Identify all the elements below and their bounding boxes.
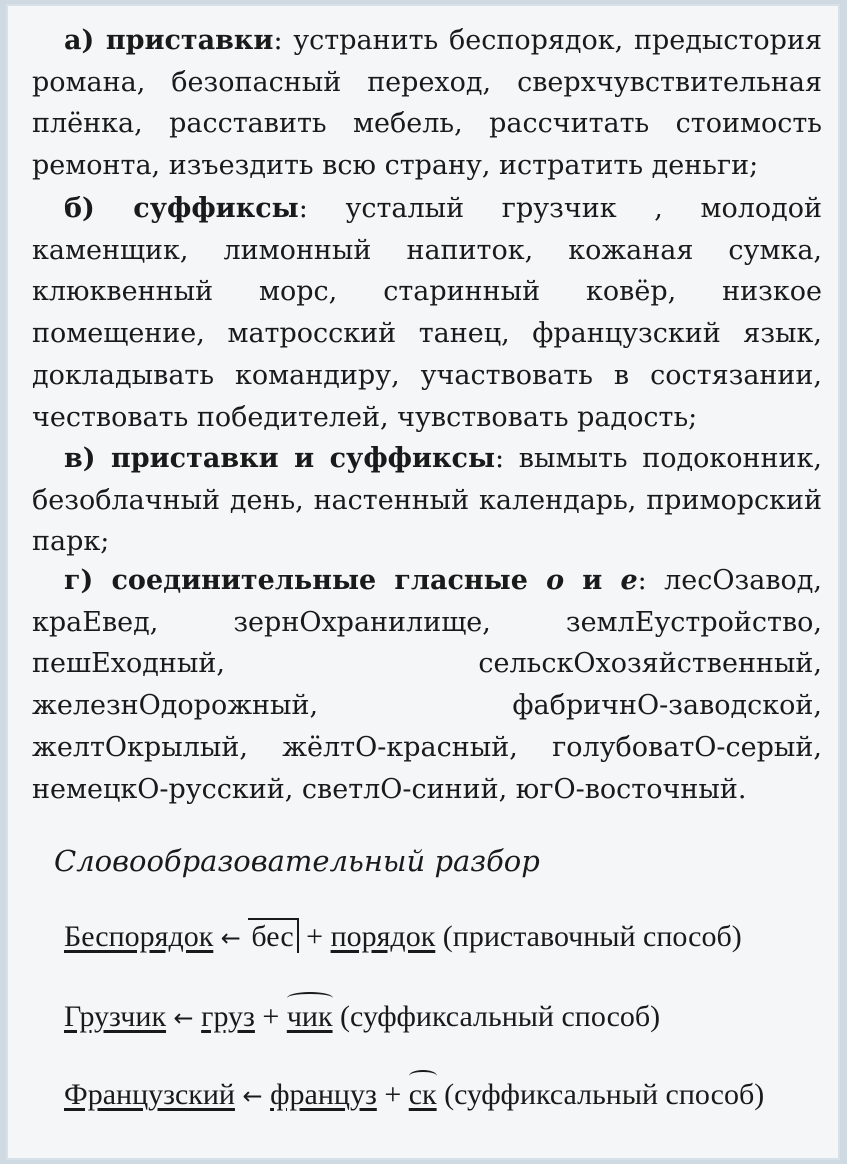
prefix-morpheme: бес bbox=[248, 918, 298, 953]
formation-method: (приставочный способ) bbox=[442, 920, 742, 953]
suffix-morpheme: чик bbox=[286, 1000, 333, 1033]
plus-sign: + bbox=[384, 1078, 402, 1111]
suffix-morpheme: ск bbox=[408, 1078, 437, 1111]
arrow-left-icon: ← bbox=[242, 1082, 263, 1110]
plus-sign: + bbox=[306, 920, 324, 953]
label-vowel-e: е bbox=[620, 565, 638, 596]
text-prefixes: : устранить беспорядок, предыстория романа, безопасный переход, сверхчувствительная плёнка, расставить мебель, рассчитать стоимость ремонта, изъездить всю страну, истратить деньги; bbox=[32, 25, 822, 182]
formation-method: (суффиксальный способ) bbox=[340, 1000, 661, 1033]
text-connecting-vowels: : лесОзавод, краЕвед, зернОхранилище, землЕустройство, пешЕходный, сельскОхозяйственный, железнОдорожный, фабричнО-заводской, желтОкрылый, жёлтО-красный, голубоватО-серый, немецкО-русский, светлО-синий, югО-восточный. bbox=[32, 565, 822, 805]
analysis-row bbox=[64, 916, 834, 959]
formation-method: (суффиксальный способ) bbox=[444, 1078, 765, 1111]
arrow-left-icon: ← bbox=[173, 1004, 194, 1032]
paragraph-suffixes bbox=[32, 188, 822, 438]
analysis-heading: Словообразовательный разбор bbox=[54, 844, 540, 878]
label-suffixes: б) суффиксы bbox=[64, 193, 299, 224]
derived-word: Грузчик bbox=[64, 1000, 167, 1033]
base-word: груз bbox=[201, 1000, 255, 1033]
plus-sign: + bbox=[262, 1000, 280, 1033]
derived-word: Беспорядок bbox=[64, 920, 214, 953]
analysis-row bbox=[64, 996, 834, 1039]
text-prefixes-suffixes: : вымыть подоконник, безоблачный день, настенный календарь, приморский парк; bbox=[32, 443, 822, 558]
label-prefixes: а) приставки bbox=[64, 25, 274, 56]
base-word: порядок bbox=[330, 920, 436, 953]
paragraph-prefixes-suffixes bbox=[32, 438, 822, 563]
paragraph-connecting-vowels bbox=[32, 560, 822, 810]
text-suffixes: : усталый грузчик , молодой каменщик, лимонный напиток, кожаная сумка, клюквенный морс, старинный ковёр, низкое помещение, матросский танец, французский язык, докладывать командиру, участвовать в состязании, чествовать победителей, чувствовать радость; bbox=[32, 193, 822, 433]
arrow-left-icon: ← bbox=[220, 924, 241, 952]
label-connecting-vowels: г) соединительные гласные bbox=[64, 565, 547, 596]
label-vowel-o: о bbox=[546, 565, 565, 596]
base-word: француз bbox=[270, 1078, 377, 1111]
textbook-page bbox=[6, 4, 840, 1160]
paragraph-prefixes bbox=[32, 20, 822, 187]
label-and: и bbox=[564, 565, 621, 596]
derived-word: Французский bbox=[64, 1078, 235, 1111]
label-prefixes-suffixes: в) приставки и суффиксы bbox=[64, 443, 496, 474]
analysis-row bbox=[32, 1074, 827, 1117]
